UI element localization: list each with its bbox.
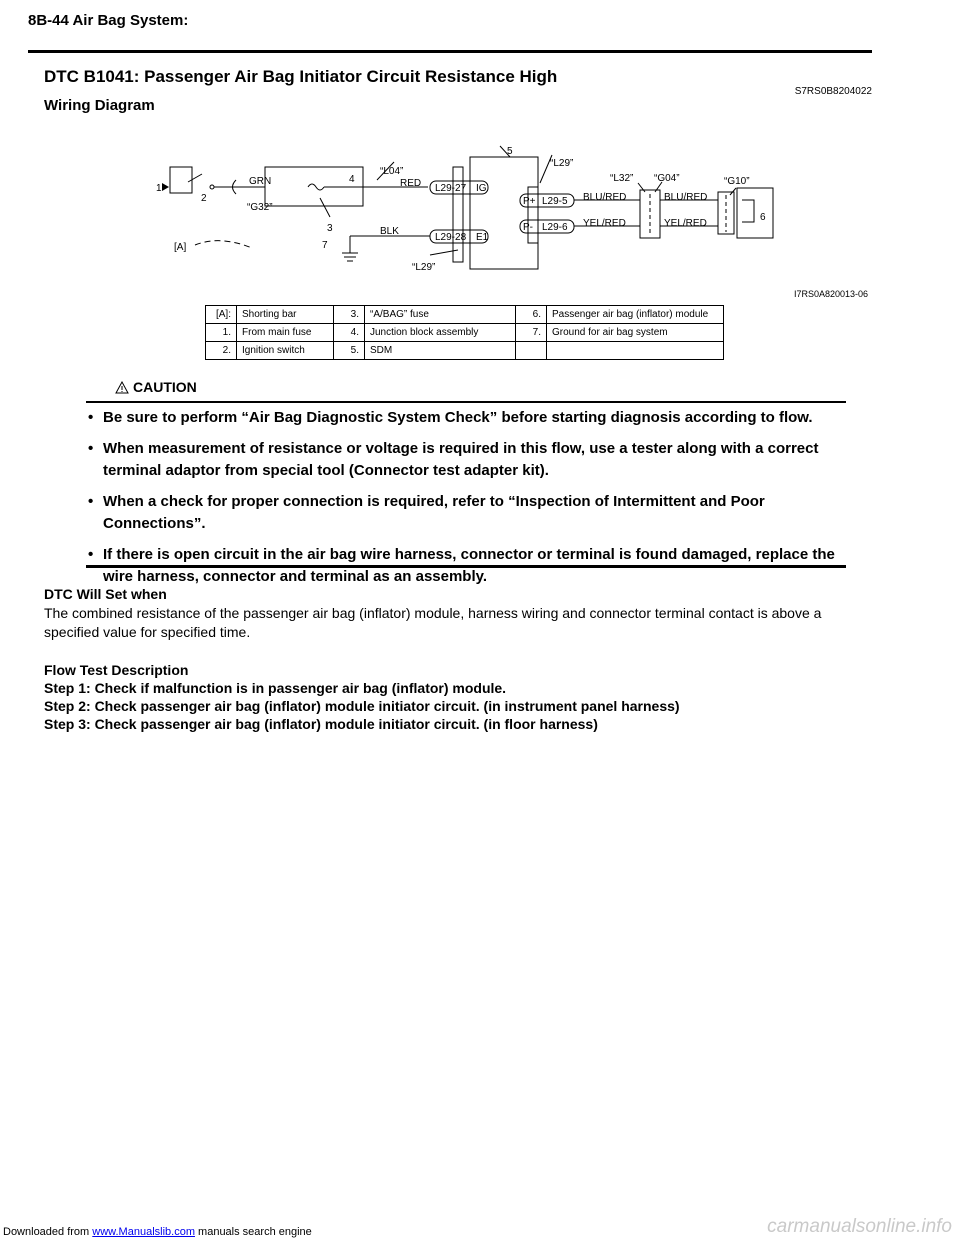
- caution-label: CAUTION: [133, 379, 197, 395]
- inflator-symbol: [742, 200, 754, 222]
- legend-key: 3.: [334, 306, 365, 324]
- label-yel-red-2: YEL/RED: [664, 218, 707, 229]
- legend-value: Ground for air bag system: [547, 324, 724, 342]
- label-p-minus: P-: [523, 222, 533, 233]
- label-l29-6: L29-6: [542, 222, 568, 233]
- label-6: 6: [760, 212, 766, 223]
- legend-key: 7.: [516, 324, 547, 342]
- legend-key: [A]:: [206, 306, 237, 324]
- legend-value: Junction block assembly: [365, 324, 516, 342]
- header-rule: [28, 50, 872, 53]
- document-code: S7RS0B8204022: [794, 86, 872, 97]
- legend-row: [206, 342, 724, 360]
- wiring-diagram-heading: Wiring Diagram: [44, 97, 155, 114]
- caution-item: • Be sure to perform “Air Bag Diagnostic System Check” before starting diagnosis according to flow.: [86, 407, 846, 429]
- label-5: 5: [507, 146, 513, 157]
- label-l04: “L04”: [380, 166, 404, 177]
- caution-rule-bottom: [86, 565, 846, 568]
- footer-watermark: carmanualsonline.info: [767, 1216, 952, 1237]
- label-l32: “L32”: [610, 173, 634, 184]
- legend-key: 5.: [334, 342, 365, 360]
- flow-step: Step 3: Check passenger air bag (inflator) module initiator circuit. (in floor harness): [44, 716, 598, 732]
- footer-prefix: Downloaded from: [3, 1226, 93, 1238]
- label-ig: IG: [476, 183, 487, 194]
- flow-heading: Flow Test Description: [44, 662, 189, 678]
- l29-bottom-leader: [430, 250, 458, 255]
- ground-symbol: [342, 253, 358, 261]
- legend-key: 2.: [206, 342, 237, 360]
- main-fuse-arrow: [162, 183, 169, 191]
- legend-value: From main fuse: [237, 324, 334, 342]
- legend-key: 6.: [516, 306, 547, 324]
- label-l29-top: “L29”: [550, 158, 574, 169]
- label-g04: “G04”: [654, 173, 680, 184]
- label-3: 3: [327, 223, 333, 234]
- manualslib-link[interactable]: www.Manualslib.com: [92, 1226, 195, 1238]
- label-1: 1: [156, 183, 162, 194]
- legend-key: 4.: [334, 324, 365, 342]
- label-blu-red-2: BLU/RED: [664, 192, 708, 203]
- flow-test-description: [44, 661, 680, 733]
- air-bag-module: [737, 188, 773, 238]
- label-grn: GRN: [249, 176, 272, 187]
- fuse-leader: [320, 198, 330, 217]
- legend-value: [547, 342, 724, 360]
- shorting-bar: [195, 241, 252, 248]
- caution-item: • When measurement of resistance or voltage is required in this flow, use a tester along with a correct terminal adaptor from special tool (Connector test adapter kit).: [86, 438, 846, 482]
- legend-key: [516, 342, 547, 360]
- flow-step: Step 1: Check if malfunction is in passenger air bag (inflator) module.: [44, 680, 507, 696]
- label-7: 7: [322, 240, 328, 251]
- abag-fuse: [308, 184, 324, 190]
- figure-id: I7RS0A820013-06: [793, 289, 868, 299]
- label-blk: BLK: [380, 226, 399, 237]
- label-p-plus: P+: [523, 196, 536, 207]
- label-g32: “G32”: [247, 202, 273, 213]
- legend-row: [206, 306, 724, 324]
- label-l29-bottom: “L29”: [412, 262, 436, 273]
- caution-item: • When a check for proper connection is required, refer to “Inspection of Intermittent and Poor Connections”.: [86, 491, 846, 535]
- warning-triangle-icon: [115, 381, 129, 394]
- label-shorting-bar: [A]: [174, 242, 187, 253]
- legend-value: SDM: [365, 342, 516, 360]
- label-l29-28: L29-28: [435, 232, 467, 243]
- caution-heading: [115, 379, 197, 395]
- l32-leader: [638, 183, 645, 192]
- ignition-switch-box: [170, 167, 192, 193]
- dtc-title: DTC B1041: Passenger Air Bag Initiator Circuit Resistance High: [44, 67, 558, 86]
- flow-step: Step 2: Check passenger air bag (inflator) module initiator circuit. (in instrument panel harness): [44, 698, 680, 714]
- legend-value: “A/BAG” fuse: [365, 306, 516, 324]
- ignition-switch-blade: [188, 174, 202, 182]
- label-blu-red-1: BLU/RED: [583, 192, 627, 203]
- caution-list: [86, 403, 846, 588]
- legend-value: Shorting bar: [237, 306, 334, 324]
- dtc-set-body: The combined resistance of the passenger air bag (inflator) module, harness wiring and connector terminal contact is above a specified value for specified time.: [44, 605, 822, 640]
- wiring-diagram: [140, 140, 780, 285]
- legend-value: Ignition switch: [237, 342, 334, 360]
- legend-row: [206, 324, 724, 342]
- legend-key: 1.: [206, 324, 237, 342]
- caution-item: • If there is open circuit in the air bag wire harness, connector or terminal is found damaged, replace the wire harness, connector and terminal as an assembly.: [86, 544, 846, 588]
- footer-suffix: manuals search engine: [194, 1226, 312, 1238]
- label-yel-red-1: YEL/RED: [583, 218, 626, 229]
- label-l29-5: L29-5: [542, 196, 568, 207]
- label-l29-27: L29-27: [435, 183, 467, 194]
- ignition-switch-contact: [210, 185, 214, 189]
- legend-value: Passenger air bag (inflator) module: [547, 306, 724, 324]
- label-e1: E1: [476, 232, 489, 243]
- footer-download-note: [3, 1226, 312, 1238]
- page-header-section: 8B-44 Air Bag System:: [28, 12, 189, 29]
- label-g10: “G10”: [724, 176, 750, 187]
- label-4: 4: [349, 174, 355, 185]
- label-2: 2: [201, 193, 207, 204]
- label-red: RED: [400, 178, 422, 189]
- legend-table: [205, 305, 724, 360]
- dtc-set-heading: DTC Will Set when: [44, 586, 167, 602]
